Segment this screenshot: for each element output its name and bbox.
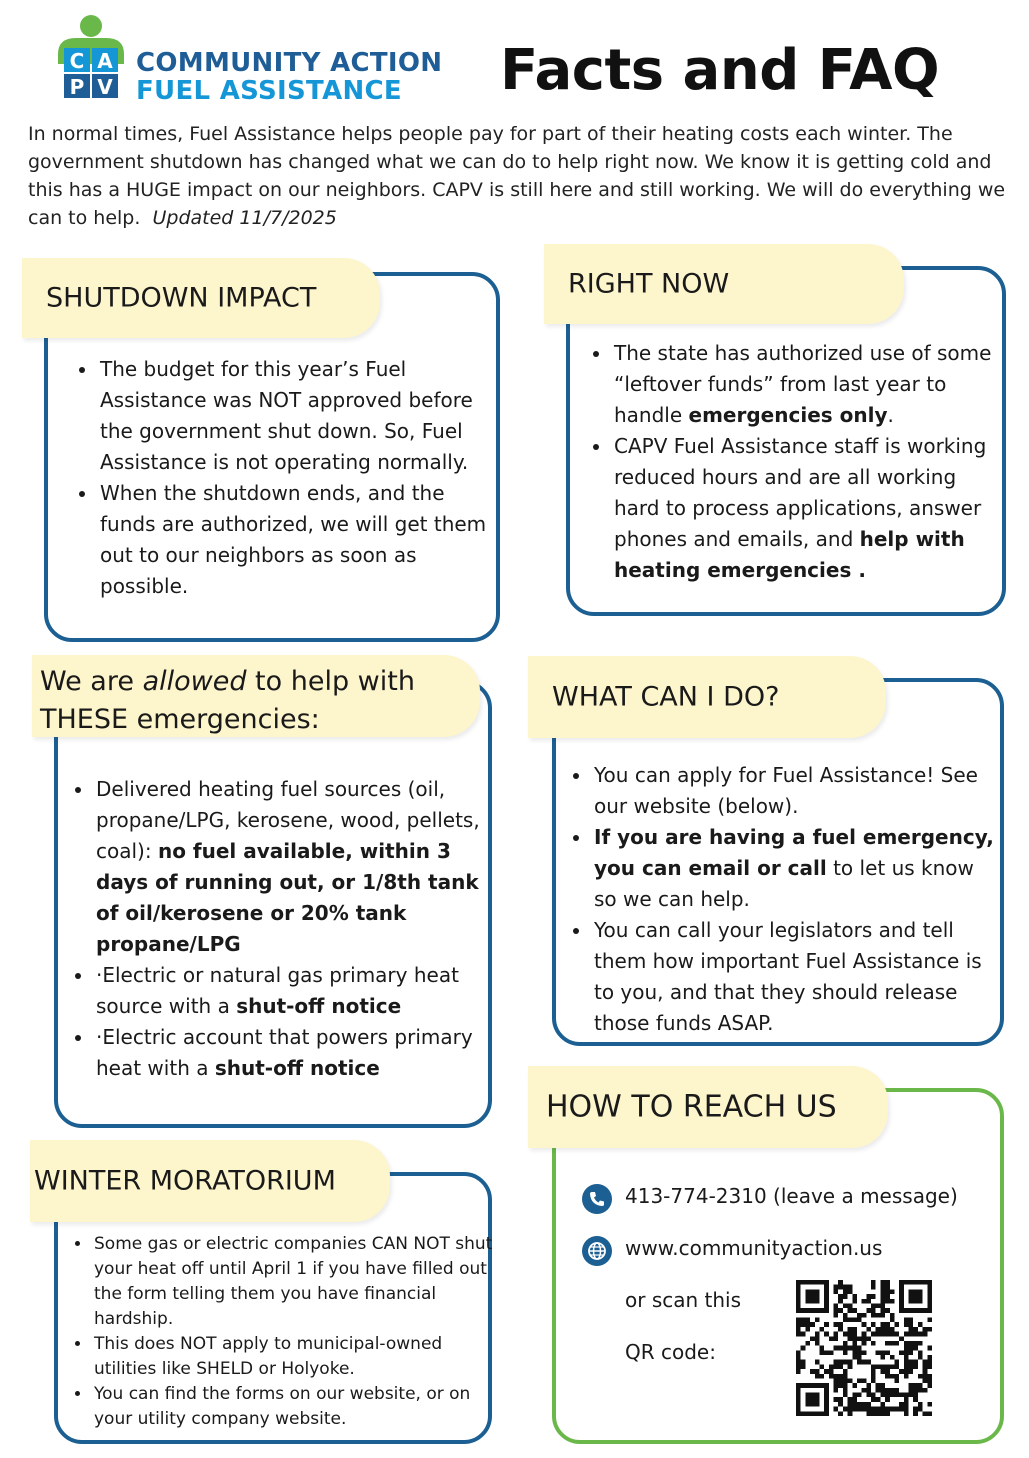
list-item: • If you are having a fuel emergency, you can email or call to let us know so we can help. [592, 822, 1002, 915]
list-item: • Delivered heating fuel sources (oil, propane/LPG, kerosene, wood, pellets, coal): no fuel available, within 3 days of running out, or 1/8th tank of oil/kerosene or 20% tank propane/LPG [94, 774, 499, 960]
winter-moratorium-list [66, 1232, 497, 1432]
list-item: • You can apply for Fuel Assistance! See our website (below). [592, 760, 1002, 822]
scan-text-1: or scan this [625, 1288, 742, 1312]
section-heading: RIGHT NOW [568, 268, 730, 300]
list-item: • This does NOT apply to municipal-owned utilities like SHELD or Holyoke. [92, 1332, 497, 1382]
logo-letter-v: V [97, 75, 113, 99]
intro-text: In normal times, Fuel Assistance helps people pay for part of their heating costs each winter. The government shutdown has changed what we can do to help right now. We know it is getting cold and this has a HUGE impact on our neighbors. CAPV is still here and still working. We will do everything we can to help. [28, 123, 1006, 229]
section-heading: SHUTDOWN IMPACT [46, 282, 317, 314]
shutdown-impact-list [72, 354, 494, 602]
emergencies-list [68, 774, 499, 1084]
section-heading: We are allowed to help with THESE emergencies: [40, 666, 415, 735]
list-item: • You can find the forms on our website, or on your utility company website. [92, 1382, 497, 1432]
section-heading: WINTER MORATORIUM [34, 1165, 336, 1197]
emergencies-heading-tab [32, 655, 480, 737]
globe-icon [582, 1236, 612, 1266]
list-item: • ·Electric or natural gas primary heat source with a shut-off notice [94, 960, 499, 1022]
section-heading: HOW TO REACH US [546, 1089, 837, 1125]
shutdown-impact-heading-tab [22, 258, 380, 338]
list-item: • You can call your legislators and tell them how important Fuel Assistance is to you, and that they should release those funds ASAP. [592, 915, 1002, 1039]
emergencies-box [54, 680, 492, 1128]
logo-letter-a: A [97, 49, 113, 73]
right-now-list [586, 338, 1007, 586]
list-item: • When the shutdown ends, and the funds are authorized, we will get them out to our neighbors as soon as possible. [98, 478, 494, 602]
updated-date: Updated 11/7/2025 [152, 207, 337, 229]
logo-letter-c: C [69, 49, 85, 73]
logo-line-2: FUEL ASSISTANCE [136, 76, 402, 106]
capv-logo-icon [56, 14, 126, 106]
qr-code[interactable] [796, 1280, 932, 1416]
phone-number: 413-774-2310 (leave a message) [625, 1184, 958, 1208]
list-item: • Some gas or electric companies CAN NOT shut your heat off until April 1 if you have filled out the form telling them you have financial hardship. [92, 1232, 497, 1332]
logo-letter-p: P [69, 75, 85, 99]
phone-icon [582, 1184, 612, 1214]
list-item: • The state has authorized use of some “leftover funds” from last year to handle emergencies only. [612, 338, 1007, 431]
list-item: • CAPV Fuel Assistance staff is working reduced hours and are all working hard to process applications, answer phones and emails, and help with heating emergencies . [612, 431, 1007, 586]
list-item: • The budget for this year’s Fuel Assistance was NOT approved before the government shut down. So, Fuel Assistance is not operating normally. [98, 354, 494, 478]
logo-line-1: COMMUNITY ACTION [136, 48, 443, 78]
page-title: Facts and FAQ [500, 38, 940, 103]
capv-logo [56, 14, 446, 106]
list-item: • ·Electric account that powers primary heat with a shut-off notice [94, 1022, 499, 1084]
right-now-heading-tab [544, 244, 904, 324]
what-can-i-do-list [566, 760, 1002, 1039]
reach-us-heading-tab [528, 1066, 888, 1148]
what-can-i-do-heading-tab [528, 656, 886, 738]
section-heading: WHAT CAN I DO? [552, 681, 780, 713]
scan-text-2: QR code: [625, 1340, 716, 1364]
intro-paragraph [28, 120, 1013, 232]
website-link[interactable]: www.communityaction.us [625, 1236, 883, 1260]
winter-moratorium-heading-tab [30, 1140, 390, 1222]
